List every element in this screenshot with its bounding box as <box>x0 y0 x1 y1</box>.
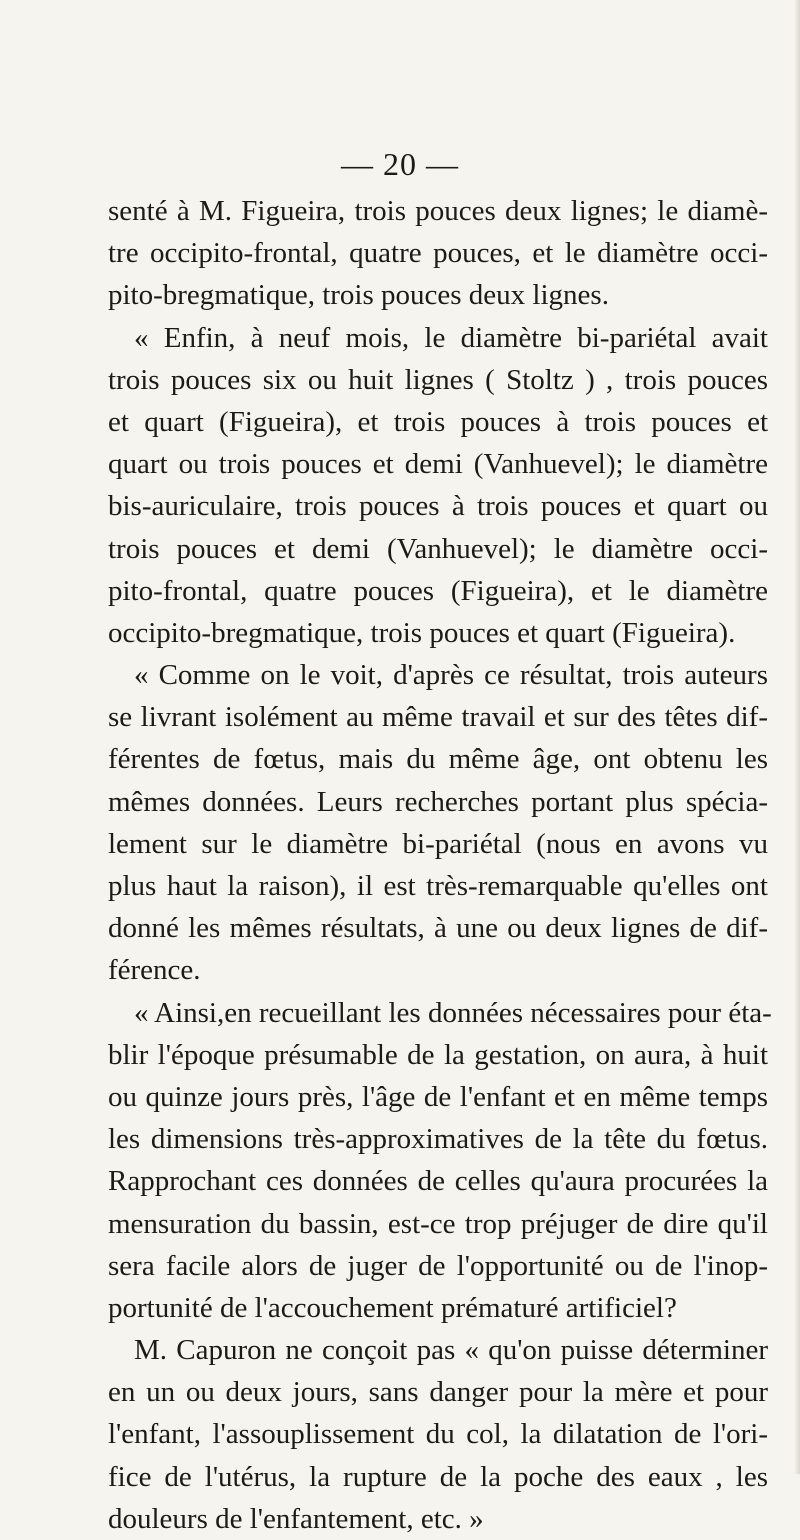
text-line: plus haut la raison), il est très-remarquable qu'elles ont <box>108 870 768 902</box>
text-line: fice de l'utérus, la rupture de la poche des eaux , les <box>108 1460 768 1493</box>
text-line: lement sur le diamètre bi-pariétal (nous en avons vu <box>108 827 768 860</box>
page-edge-shadow <box>794 0 800 1474</box>
page-number: — 20 — <box>341 146 459 182</box>
text-line: l'enfant, l'assouplissement du col, la dilatation de l'ori- <box>108 1418 768 1451</box>
text-line: mêmes données. Leurs recherches portant plus spécia- <box>108 785 768 818</box>
text-line: donné les mêmes résultats, à une ou deux lignes de dif- <box>108 912 768 945</box>
text-line: tre occipito-frontal, quatre pouces, et le diamètre occi- <box>108 237 768 270</box>
text-line: « Enfin, à neuf mois, le diamètre bi-pariétal avait <box>134 321 768 354</box>
text-line: les dimensions très-approximatives de la tête du fœtus. <box>108 1123 768 1156</box>
text-line: portunité de l'accouchement prématuré artificiel? <box>108 1291 677 1324</box>
text-line: pito-bregmatique, trois pouces deux lignes. <box>108 279 609 312</box>
text-line: senté à M. Figueira, trois pouces deux lignes; le diamè- <box>108 195 768 227</box>
text-line: bis-auriculaire, trois pouces à trois pouces et quart ou <box>108 490 768 523</box>
text-line: férentes de fœtus, mais du même âge, ont obtenu les <box>108 743 768 776</box>
text-line: et quart (Figueira), et trois pouces à trois pouces et <box>108 405 768 438</box>
text-line: M. Capuron ne conçoit pas « qu'on puisse déterminer <box>134 1334 768 1367</box>
text-line: « Ainsi,en recueillant les données nécessaires pour éta- <box>134 996 772 1029</box>
text-line: blir l'époque présumable de la gestation, on aura, à huit <box>108 1038 768 1071</box>
text-line: sera facile alors de juger de l'opportunité ou de l'inop- <box>108 1249 768 1282</box>
text-line: pito-frontal, quatre pouces (Figueira), et le diamètre <box>108 574 768 607</box>
text-line: douleurs de l'enfantement, etc. » <box>108 1502 484 1535</box>
body-text <box>108 190 772 1540</box>
text-line: « Comme on le voit, d'après ce résultat, trois auteurs <box>134 659 768 692</box>
text-line: mensuration du bassin, est-ce trop préjuger de dire qu'il <box>108 1207 768 1240</box>
text-line: férence. <box>108 954 201 987</box>
text-line: Rapprochant ces données de celles qu'aura procurées la <box>108 1165 768 1198</box>
text-line: quart ou trois pouces et demi (Vanhuevel); le diamètre <box>108 448 768 481</box>
text-line: ou quinze jours près, l'âge de l'enfant et en même temps <box>108 1080 768 1113</box>
text-line: occipito-bregmatique, trois pouces et quart (Figueira). <box>108 616 736 649</box>
text-line: se livrant isolément au même travail et sur des têtes dif- <box>108 701 768 734</box>
text-line: trois pouces six ou huit lignes ( Stoltz ) , trois pouces <box>108 363 768 396</box>
text-line: en un ou deux jours, sans danger pour la mère et pour <box>108 1376 768 1409</box>
text-line: trois pouces et demi (Vanhuevel); le diamètre occi- <box>108 532 768 565</box>
